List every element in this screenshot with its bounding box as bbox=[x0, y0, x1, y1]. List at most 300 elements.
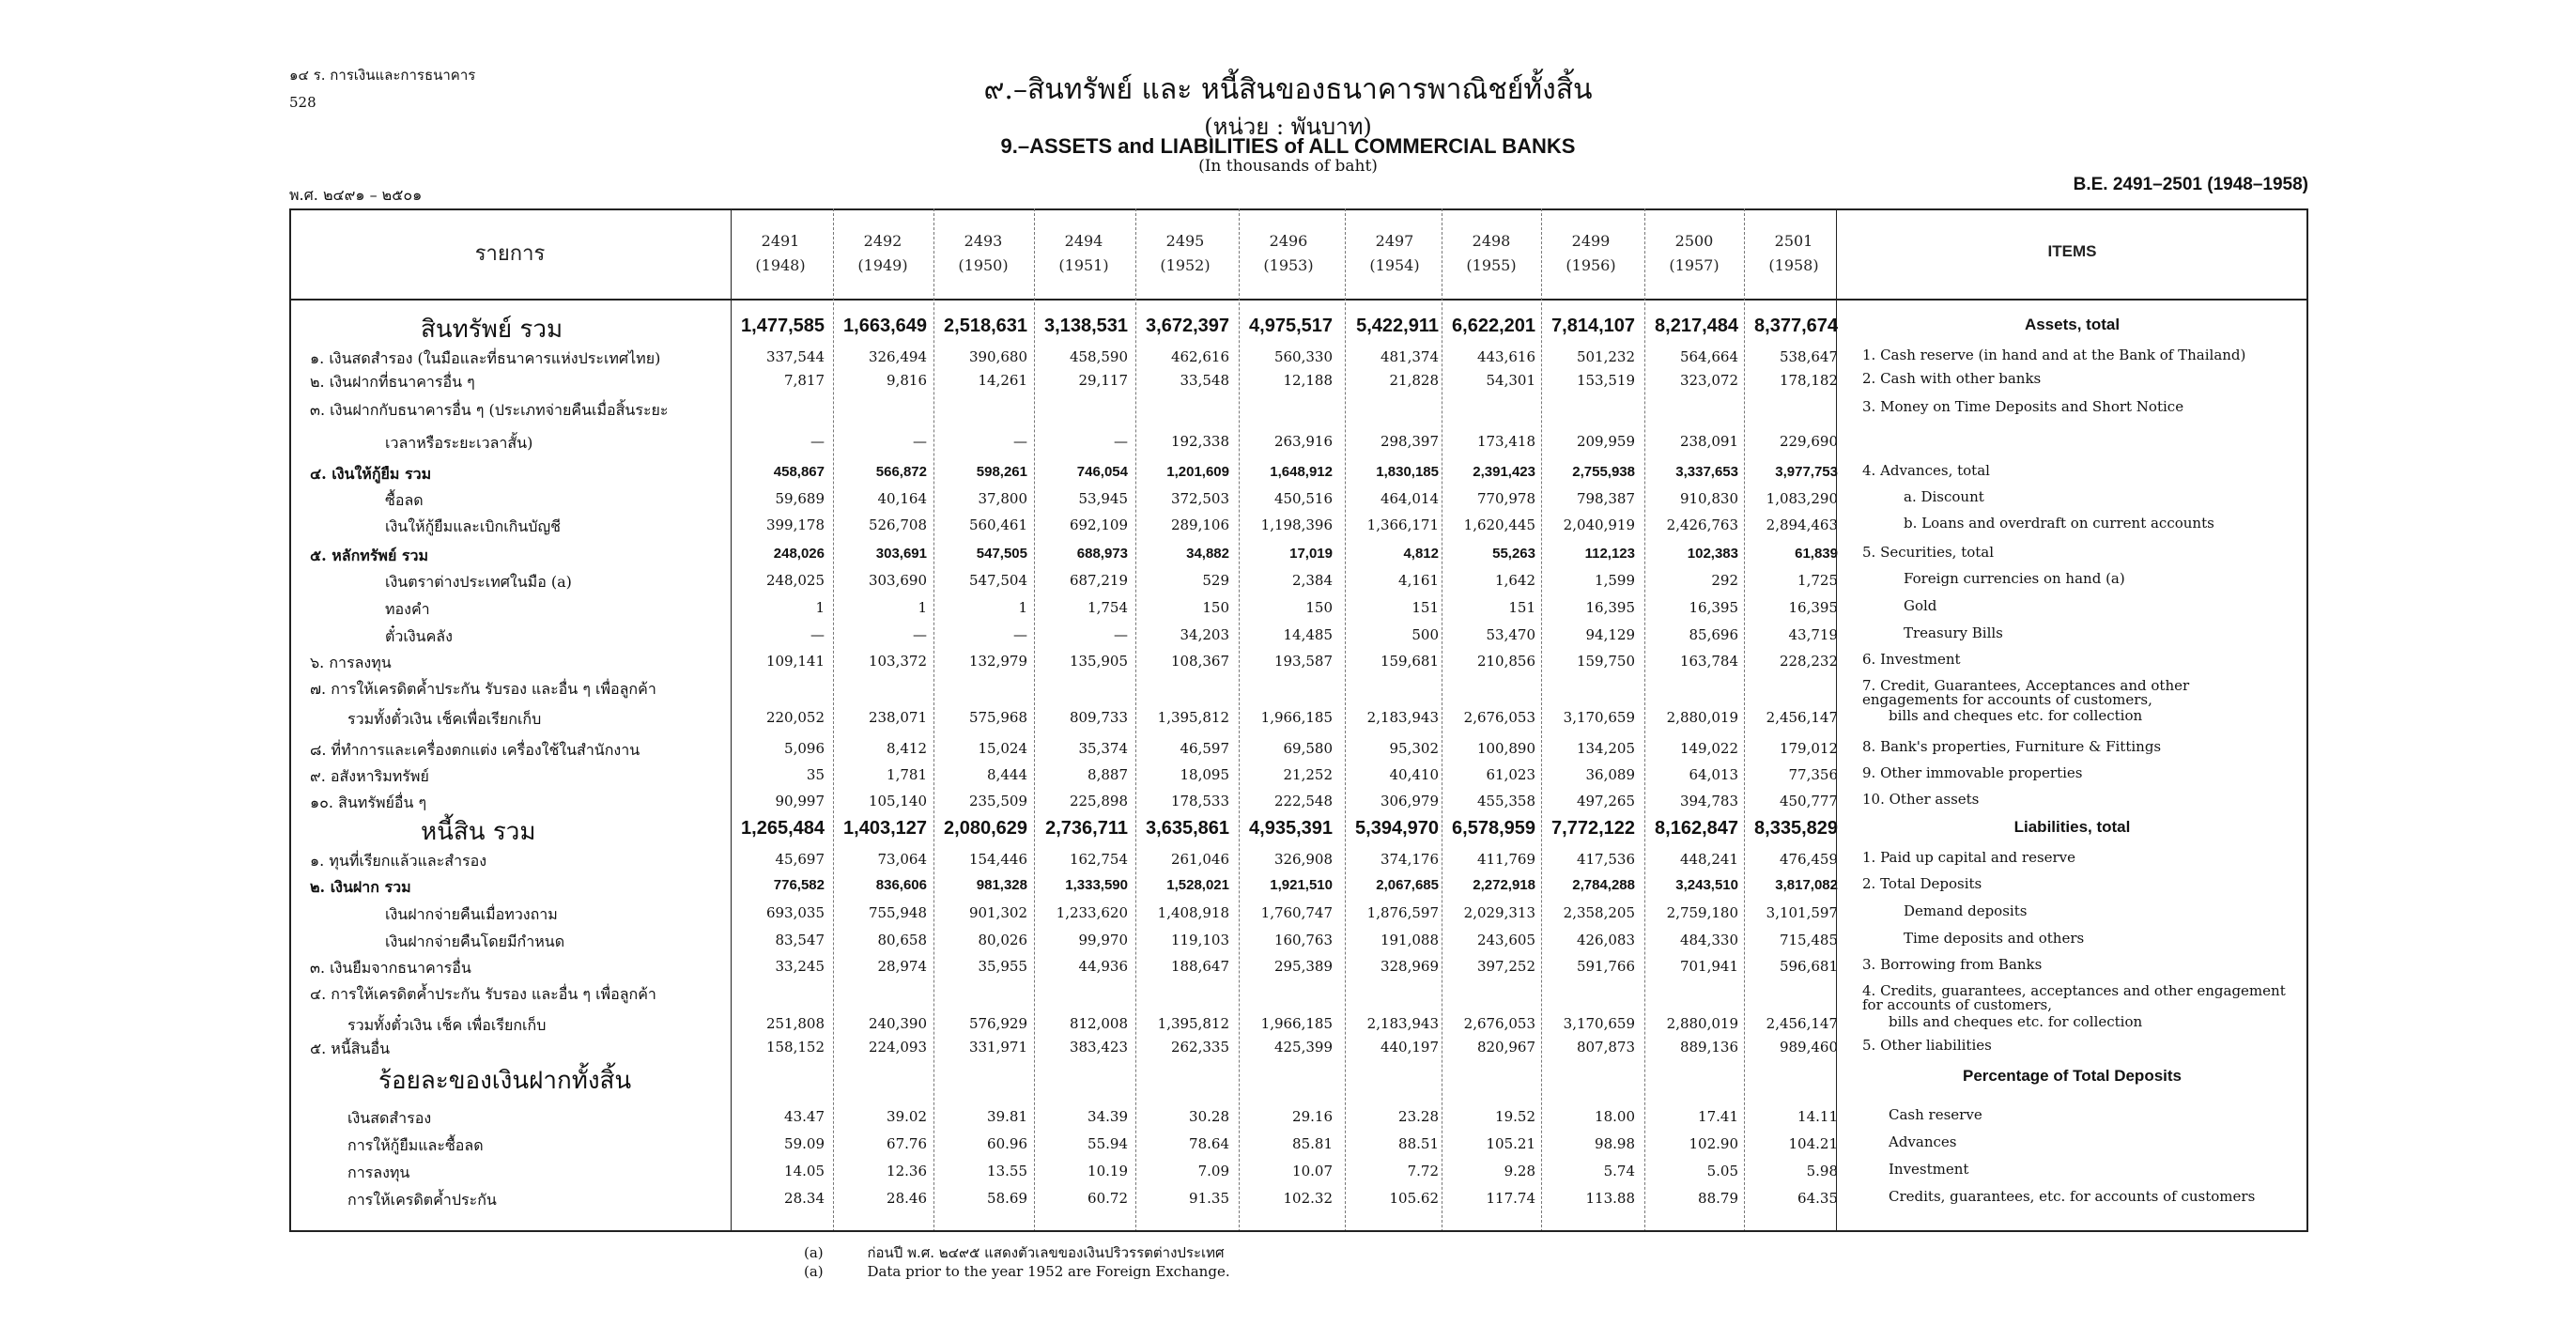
table-row bbox=[289, 543, 2308, 567]
table-cell: 151 bbox=[1411, 599, 1439, 616]
table-row bbox=[289, 1133, 2308, 1157]
row-label-thai: ๑๐. สินทรัพย์อื่น ๆ bbox=[310, 794, 427, 811]
table-cell: 2,456,147 bbox=[1766, 1015, 1838, 1032]
table-cell: 6,622,201 bbox=[1452, 316, 1535, 336]
row-label-english: 1. Cash reserve (in hand and at the Bank of Thailand) bbox=[1862, 347, 2246, 363]
row-label-thai: ๒. เงินฝาก รวม bbox=[310, 878, 411, 896]
table-cell: 5.74 bbox=[1603, 1163, 1635, 1179]
header-divider bbox=[289, 299, 2308, 301]
table-cell: 119,103 bbox=[1170, 932, 1229, 948]
table-cell: 560,461 bbox=[968, 516, 1027, 533]
table-cell: — bbox=[1013, 433, 1027, 450]
table-row bbox=[289, 569, 2308, 593]
table-cell: 229,690 bbox=[1779, 433, 1838, 450]
year-be: 2501 bbox=[1774, 232, 1813, 250]
table-cell: 104.21 bbox=[1788, 1135, 1838, 1152]
table-cell: 303,691 bbox=[875, 546, 927, 562]
table-cell: 40,164 bbox=[877, 490, 927, 507]
row-label-thai: การให้กู้ยืมและซื้อลด bbox=[347, 1136, 484, 1154]
row-label-thai: เงินฝากจ่ายคืนโดยมีกำหนด bbox=[385, 933, 565, 950]
table-cell: 455,358 bbox=[1476, 793, 1535, 809]
table-row bbox=[289, 369, 2308, 393]
table-cell: 77,356 bbox=[1788, 766, 1838, 783]
row-label-english: Percentage of Total Deposits bbox=[1962, 1067, 2182, 1085]
year-header bbox=[1239, 229, 1338, 278]
row-label-english: 9. Other immovable properties bbox=[1862, 764, 2083, 781]
table-cell: 3,170,659 bbox=[1563, 709, 1635, 726]
table-cell: 58.69 bbox=[987, 1190, 1027, 1207]
year-ce: (1958) bbox=[1768, 256, 1819, 274]
table-cell: 14,261 bbox=[978, 372, 1027, 389]
row-label-thai: ร้อยละของเงินฝากทั้งสิ้น bbox=[378, 1067, 632, 1095]
table-cell: — bbox=[1114, 433, 1128, 450]
table-cell: 80,026 bbox=[978, 932, 1027, 948]
table-cell: 2,880,019 bbox=[1666, 709, 1738, 726]
table-cell: 162,754 bbox=[1069, 851, 1128, 868]
year-be: 2496 bbox=[1269, 232, 1308, 250]
table-cell: 59.09 bbox=[784, 1135, 825, 1152]
table-cell: 12.36 bbox=[887, 1163, 927, 1179]
table-cell: 2,759,180 bbox=[1666, 904, 1738, 921]
table-cell: 64,013 bbox=[1689, 766, 1738, 783]
table-cell: 16,395 bbox=[1788, 599, 1838, 616]
year-ce: (1955) bbox=[1466, 256, 1517, 274]
table-cell: 35 bbox=[806, 766, 825, 783]
table-row bbox=[289, 737, 2308, 762]
table-cell: 135,905 bbox=[1069, 653, 1128, 670]
table-cell: 64.35 bbox=[1797, 1190, 1838, 1207]
row-label-english: 5. Securities, total bbox=[1862, 544, 1995, 561]
table-cell: 102,383 bbox=[1687, 546, 1738, 562]
table-cell: 105,140 bbox=[868, 793, 927, 809]
table-cell: 4,975,517 bbox=[1249, 316, 1333, 336]
table-cell: 2,784,288 bbox=[1572, 877, 1635, 893]
table-cell: 426,083 bbox=[1576, 932, 1635, 948]
table-cell: 2,676,053 bbox=[1463, 709, 1535, 726]
year-header bbox=[1034, 229, 1134, 278]
year-header bbox=[1345, 229, 1444, 278]
table-cell: 383,423 bbox=[1069, 1039, 1128, 1056]
table-cell: 132,979 bbox=[968, 653, 1027, 670]
row-label-thai: การให้เครดิตค้ำประกัน bbox=[347, 1191, 497, 1209]
table-cell: 1,781 bbox=[887, 766, 927, 783]
table-cell: 61,023 bbox=[1486, 766, 1535, 783]
table-cell: 1,921,510 bbox=[1270, 877, 1333, 893]
table-cell: 526,708 bbox=[868, 516, 927, 533]
table-cell: 14,485 bbox=[1283, 626, 1333, 643]
table-cell: 28.46 bbox=[887, 1190, 927, 1207]
table-cell: 417,536 bbox=[1576, 851, 1635, 868]
table-cell: 248,026 bbox=[773, 546, 825, 562]
year-ce: (1949) bbox=[857, 256, 908, 274]
table-cell: 425,399 bbox=[1273, 1039, 1333, 1056]
table-cell: 90,997 bbox=[775, 793, 825, 809]
table-cell: 153,519 bbox=[1576, 372, 1635, 389]
table-cell: 10.07 bbox=[1292, 1163, 1333, 1179]
footnote-english bbox=[804, 1263, 1230, 1280]
table-cell: 36,089 bbox=[1585, 766, 1635, 783]
table-cell: 154,446 bbox=[968, 851, 1027, 868]
row-label-english: 4. Credits, guarantees, acceptances and other engagement for accounts of customers, bbox=[1862, 982, 2286, 1013]
table-cell: 5,422,911 bbox=[1356, 316, 1439, 336]
row-label-thai: การลงทุน bbox=[347, 1164, 410, 1181]
row-label-english: Gold bbox=[1904, 597, 1937, 614]
table-row bbox=[289, 874, 2308, 899]
table-cell: 6,578,959 bbox=[1452, 818, 1535, 839]
table-cell: 2,272,918 bbox=[1473, 877, 1535, 893]
row-label-english: 2. Total Deposits bbox=[1862, 875, 1982, 892]
table-cell: 15,024 bbox=[978, 740, 1027, 757]
table-cell: 450,777 bbox=[1779, 793, 1838, 809]
table-cell: 337,544 bbox=[765, 348, 825, 365]
table-cell: 8,335,829 bbox=[1754, 818, 1838, 839]
table-cell: — bbox=[810, 433, 825, 450]
table-cell: 450,516 bbox=[1273, 490, 1333, 507]
table-row bbox=[289, 790, 2308, 814]
table-cell: 263,916 bbox=[1273, 433, 1333, 450]
table-cell: 397,252 bbox=[1476, 958, 1535, 975]
table-cell: 701,941 bbox=[1679, 958, 1738, 975]
row-label-english: Assets, total bbox=[2024, 316, 2121, 333]
table-cell: 94,129 bbox=[1585, 626, 1635, 643]
table-cell: 2,880,019 bbox=[1666, 1015, 1738, 1032]
row-label-english: Demand deposits bbox=[1904, 902, 2028, 919]
table-cell: 28,974 bbox=[877, 958, 927, 975]
table-cell: 8,412 bbox=[887, 740, 927, 757]
year-be: 2495 bbox=[1165, 232, 1205, 250]
row-label-thai: หนี้สิน รวม bbox=[421, 818, 536, 846]
year-ce: (1954) bbox=[1369, 256, 1420, 274]
row-label-english: 1. Paid up capital and reserve bbox=[1862, 849, 2076, 866]
row-label-english: 8. Bank's properties, Furniture & Fittings bbox=[1862, 738, 2162, 755]
table-row bbox=[289, 763, 2308, 788]
table-cell: 228,232 bbox=[1779, 653, 1838, 670]
table-cell: 497,265 bbox=[1576, 793, 1635, 809]
table-cell: 14.05 bbox=[784, 1163, 825, 1179]
table-cell: 4,812 bbox=[1403, 546, 1439, 562]
table-cell: 99,970 bbox=[1078, 932, 1128, 948]
year-be: 2500 bbox=[1674, 232, 1714, 250]
row-label-english: b. Loans and overdraft on current accounts bbox=[1904, 515, 2214, 532]
table-cell: 331,971 bbox=[968, 1039, 1027, 1056]
table-cell: 390,680 bbox=[968, 348, 1027, 365]
table-cell: 411,769 bbox=[1476, 851, 1535, 868]
table-cell: 5.98 bbox=[1806, 1163, 1838, 1179]
table-cell: 17,019 bbox=[1289, 546, 1333, 562]
table-cell: 372,503 bbox=[1170, 490, 1229, 507]
table-cell: 7.72 bbox=[1407, 1163, 1439, 1179]
table-cell: 1,642 bbox=[1495, 572, 1535, 589]
table-cell: 484,330 bbox=[1679, 932, 1738, 948]
row-label-english: Liabilities, total bbox=[2013, 818, 2131, 836]
table-cell: 60.72 bbox=[1087, 1190, 1128, 1207]
table-cell: 28.34 bbox=[784, 1190, 825, 1207]
table-cell: 112,123 bbox=[1584, 546, 1635, 562]
table-cell: 3,170,659 bbox=[1563, 1015, 1635, 1032]
table-cell: 179,012 bbox=[1779, 740, 1838, 757]
table-row bbox=[289, 650, 2308, 674]
table-cell: 326,908 bbox=[1273, 851, 1333, 868]
table-cell: 105.21 bbox=[1486, 1135, 1535, 1152]
row-label-thai: ๕. หนี้สินอื่น bbox=[310, 1040, 391, 1057]
table-cell: 2,067,685 bbox=[1376, 877, 1439, 893]
table-cell: 8,377,674 bbox=[1754, 316, 1838, 336]
year-be: 2497 bbox=[1375, 232, 1414, 250]
row-label-english: 2. Cash with other banks bbox=[1862, 370, 2042, 387]
table-cell: 476,459 bbox=[1779, 851, 1838, 868]
table-cell: 1,599 bbox=[1595, 572, 1635, 589]
table-cell: 2,676,053 bbox=[1463, 1015, 1535, 1032]
table-cell: 576,929 bbox=[968, 1015, 1027, 1032]
table-row bbox=[289, 397, 2308, 422]
table-cell: 4,161 bbox=[1398, 572, 1439, 589]
table-cell: 1 bbox=[918, 599, 927, 616]
section-row bbox=[289, 818, 2308, 846]
table-cell: 173,418 bbox=[1476, 433, 1535, 450]
table-cell: 1,830,185 bbox=[1376, 464, 1439, 480]
table-cell: 910,830 bbox=[1679, 490, 1738, 507]
footnote-text-english: Data prior to the year 1952 are Foreign Exchange. bbox=[867, 1263, 1230, 1280]
unit-english: (In thousands of baht) bbox=[1198, 157, 1378, 176]
table-cell: 103,372 bbox=[868, 653, 927, 670]
year-header bbox=[1135, 229, 1235, 278]
table-row bbox=[289, 596, 2308, 621]
row-label-thai: เงินตราต่างประเทศในมือ (a) bbox=[385, 573, 572, 591]
table-cell: 95,302 bbox=[1389, 740, 1439, 757]
section-row bbox=[289, 316, 2308, 344]
table-cell: 481,374 bbox=[1380, 348, 1439, 365]
title-thai: ๙.–สินทรัพย์ และ หนี้สินของธนาคารพาณิชย์ทั้งสิ้น bbox=[983, 73, 1593, 106]
table-row bbox=[289, 346, 2308, 370]
row-label-thai: ๕. หลักทรัพย์ รวม bbox=[310, 547, 429, 564]
table-cell: 3,337,653 bbox=[1675, 464, 1738, 480]
year-ce: (1957) bbox=[1669, 256, 1720, 274]
table-cell: 34,882 bbox=[1186, 546, 1229, 562]
table-cell: 80,658 bbox=[877, 932, 927, 948]
table-cell: 836,606 bbox=[875, 877, 927, 893]
table-cell: 8,444 bbox=[987, 766, 1027, 783]
table-row bbox=[289, 1105, 2308, 1130]
table-cell: 591,766 bbox=[1576, 958, 1635, 975]
table-cell: 2,183,943 bbox=[1366, 709, 1439, 726]
table-cell: 12,188 bbox=[1283, 372, 1333, 389]
table-cell: 88.79 bbox=[1698, 1190, 1738, 1207]
table-cell: 1,403,127 bbox=[843, 818, 927, 839]
table-cell: 2,029,313 bbox=[1463, 904, 1535, 921]
table-cell: 150 bbox=[1202, 599, 1229, 616]
table-cell: 159,681 bbox=[1380, 653, 1439, 670]
table-cell: 443,616 bbox=[1476, 348, 1535, 365]
table-cell: 43,719 bbox=[1788, 626, 1838, 643]
year-be: 2494 bbox=[1064, 232, 1103, 250]
table-cell: 224,093 bbox=[868, 1039, 927, 1056]
table-cell: 149,022 bbox=[1679, 740, 1738, 757]
table-cell: 292 bbox=[1711, 572, 1738, 589]
table-cell: 575,968 bbox=[968, 709, 1027, 726]
table-cell: 178,533 bbox=[1170, 793, 1229, 809]
table-row bbox=[289, 706, 2308, 731]
table-cell: 100,890 bbox=[1476, 740, 1535, 757]
row-label-thai: ซื้อลด bbox=[385, 491, 424, 509]
table-cell: 19.52 bbox=[1495, 1108, 1535, 1125]
table-cell: 687,219 bbox=[1069, 572, 1128, 589]
row-label-thai: ทองคำ bbox=[385, 600, 430, 618]
year-range-english: B.E. 2491–2501 (1948–1958) bbox=[2073, 175, 2308, 194]
table-cell: 134,205 bbox=[1576, 740, 1635, 757]
row-label-english: Investment bbox=[1889, 1161, 1969, 1178]
row-label-english: a. Discount bbox=[1904, 488, 1984, 505]
year-header bbox=[1744, 229, 1843, 278]
table-cell: 188,647 bbox=[1170, 958, 1229, 975]
section-row bbox=[289, 1067, 2308, 1095]
table-cell: 16,395 bbox=[1689, 599, 1738, 616]
table-cell: 73,064 bbox=[877, 851, 927, 868]
table-cell: 1,966,185 bbox=[1260, 709, 1333, 726]
table-cell: 18,095 bbox=[1180, 766, 1229, 783]
table-cell: 458,867 bbox=[773, 464, 825, 480]
table-cell: 10.19 bbox=[1087, 1163, 1128, 1179]
table-cell: 18.00 bbox=[1595, 1108, 1635, 1125]
table-cell: 91.35 bbox=[1189, 1190, 1229, 1207]
table-cell: 60.96 bbox=[987, 1135, 1027, 1152]
year-ce: (1953) bbox=[1263, 256, 1314, 274]
row-label-thai: ๓. เงินฝากกับธนาคารอื่น ๆ (ประเภทจ่ายคืนเมื่อสิ้นระยะ bbox=[310, 401, 669, 419]
row-label-thai: ๙. อสังหาริมทรัพย์ bbox=[310, 767, 429, 785]
table-cell: 9,816 bbox=[887, 372, 927, 389]
unit-thai: (หน่วย : พันบาท) bbox=[1204, 114, 1372, 140]
table-cell: 78.64 bbox=[1189, 1135, 1229, 1152]
table-cell: 83,547 bbox=[775, 932, 825, 948]
table-cell: 715,485 bbox=[1779, 932, 1838, 948]
row-label-thai: รวมทั้งตั๋วเงิน เช็ค เพื่อเรียกเก็บ bbox=[347, 1016, 547, 1034]
footnote-thai bbox=[804, 1241, 1225, 1264]
table-cell: 1,966,185 bbox=[1260, 1015, 1333, 1032]
table-cell: 17.41 bbox=[1698, 1108, 1738, 1125]
table-cell: 29,117 bbox=[1078, 372, 1128, 389]
row-label-english: 5. Other liabilities bbox=[1862, 1037, 1992, 1054]
table-cell: 3,138,531 bbox=[1044, 316, 1128, 336]
table-cell: 2,755,938 bbox=[1572, 464, 1635, 480]
row-label-thai: ตั๋วเงินคลัง bbox=[385, 627, 453, 645]
table-cell: 33,245 bbox=[775, 958, 825, 975]
table-cell: 5,096 bbox=[784, 740, 825, 757]
table-cell: 328,969 bbox=[1380, 958, 1439, 975]
row-label-thai: ๒. เงินฝากที่ธนาคารอื่น ๆ bbox=[310, 373, 475, 391]
footnote-text-thai: ก่อนปี พ.ศ. ๒๔๙๕ แสดงตัวเลขของเงินปริวรรตต่างประเทศ bbox=[867, 1244, 1225, 1261]
table-cell: 55,263 bbox=[1492, 546, 1535, 562]
row-label-thai: ๖. การลงทุน bbox=[310, 654, 392, 671]
row-label-thai: ๑. เงินสดสำรอง (ในมือและที่ธนาคารแห่งประเทศไทย) bbox=[310, 349, 661, 367]
table-cell: 798,387 bbox=[1576, 490, 1635, 507]
table-cell: 46,597 bbox=[1180, 740, 1229, 757]
table-cell: 1,265,484 bbox=[741, 818, 825, 839]
table-cell: 3,635,861 bbox=[1146, 818, 1229, 839]
table-cell: 225,898 bbox=[1069, 793, 1128, 809]
table-row bbox=[289, 1012, 2308, 1037]
table-cell: 770,978 bbox=[1476, 490, 1535, 507]
table-cell: 14.11 bbox=[1797, 1108, 1838, 1125]
year-ce: (1950) bbox=[958, 256, 1009, 274]
table-cell: 1,233,620 bbox=[1056, 904, 1128, 921]
table-cell: 440,197 bbox=[1380, 1039, 1439, 1056]
row-label-thai: รวมทั้งตั๋วเงิน เช็คเพื่อเรียกเก็บ bbox=[347, 710, 542, 728]
table-cell: 1,620,445 bbox=[1463, 516, 1535, 533]
table-cell: 108,367 bbox=[1170, 653, 1229, 670]
table-cell: 1,725 bbox=[1797, 572, 1838, 589]
table-cell: 61,839 bbox=[1795, 546, 1838, 562]
year-be: 2492 bbox=[863, 232, 902, 250]
table-cell: 981,328 bbox=[976, 877, 1027, 893]
table-cell: 2,080,629 bbox=[944, 818, 1027, 839]
table-cell: 1,663,649 bbox=[843, 316, 927, 336]
column-header-items: ITEMS bbox=[2047, 242, 2097, 260]
table-cell: 59,689 bbox=[775, 490, 825, 507]
table-cell: 13.55 bbox=[987, 1163, 1027, 1179]
table-cell: 262,335 bbox=[1170, 1039, 1229, 1056]
table-cell: 374,176 bbox=[1380, 851, 1439, 868]
table-cell: 458,590 bbox=[1069, 348, 1128, 365]
table-cell: 235,509 bbox=[968, 793, 1027, 809]
row-label-thai: เงินฝากจ่ายคืนเมื่อทวงถาม bbox=[385, 905, 558, 923]
table-cell: 44,936 bbox=[1078, 958, 1128, 975]
table-cell: — bbox=[913, 433, 927, 450]
table-cell: 54,301 bbox=[1486, 372, 1535, 389]
table-cell: 501,232 bbox=[1576, 348, 1635, 365]
table-cell: 21,828 bbox=[1389, 372, 1439, 389]
table-cell: 564,664 bbox=[1679, 348, 1738, 365]
table-cell: 1,528,021 bbox=[1166, 877, 1229, 893]
table-cell: 30.28 bbox=[1189, 1108, 1229, 1125]
table-row bbox=[289, 624, 2308, 648]
table-cell: 1,333,590 bbox=[1065, 877, 1128, 893]
table-cell: 35,955 bbox=[978, 958, 1027, 975]
table-cell: 1,876,597 bbox=[1366, 904, 1439, 921]
footnote-mark: (a) bbox=[804, 1263, 824, 1280]
table-cell: 210,856 bbox=[1476, 653, 1535, 670]
year-header bbox=[933, 229, 1033, 278]
table-cell: 5.05 bbox=[1706, 1163, 1738, 1179]
row-label-english: bills and cheques etc. for collection bbox=[1889, 707, 2143, 724]
table-cell: 105.62 bbox=[1389, 1190, 1439, 1207]
table-cell: 5,394,970 bbox=[1355, 818, 1439, 839]
table-cell: 193,587 bbox=[1273, 653, 1333, 670]
table-cell: 191,088 bbox=[1380, 932, 1439, 948]
table-cell: 566,872 bbox=[875, 464, 927, 480]
row-label-english: 7. Credit, Guarantees, Acceptances and other engagements for accounts of customers, bbox=[1862, 677, 2190, 708]
year-be: 2491 bbox=[761, 232, 800, 250]
table-cell: 812,008 bbox=[1069, 1015, 1128, 1032]
year-ce: (1952) bbox=[1160, 256, 1211, 274]
table-row bbox=[289, 514, 2308, 538]
table-cell: 289,106 bbox=[1170, 516, 1229, 533]
table-cell: 809,733 bbox=[1069, 709, 1128, 726]
table-cell: 692,109 bbox=[1069, 516, 1128, 533]
table-cell: 2,391,423 bbox=[1473, 464, 1535, 480]
page-number: 528 bbox=[289, 94, 316, 111]
table-row bbox=[289, 929, 2308, 953]
row-label-english: bills and cheques etc. for collection bbox=[1889, 1013, 2143, 1030]
table-cell: 547,505 bbox=[976, 546, 1027, 562]
table-cell: 901,302 bbox=[968, 904, 1027, 921]
table-cell: 1,198,396 bbox=[1260, 516, 1333, 533]
table-cell: 35,374 bbox=[1078, 740, 1128, 757]
table-cell: 1,366,171 bbox=[1366, 516, 1439, 533]
year-ce: (1948) bbox=[755, 256, 806, 274]
table-cell: 2,358,205 bbox=[1563, 904, 1635, 921]
title-english: 9.–ASSETS and LIABILITIES of ALL COMMERCIAL BANKS bbox=[1000, 134, 1576, 158]
table-cell: 158,152 bbox=[765, 1039, 825, 1056]
row-label-thai: ๘. ที่ทำการและเครื่องตกแต่ง เครื่องใช้ในสำนักงาน bbox=[310, 741, 640, 759]
